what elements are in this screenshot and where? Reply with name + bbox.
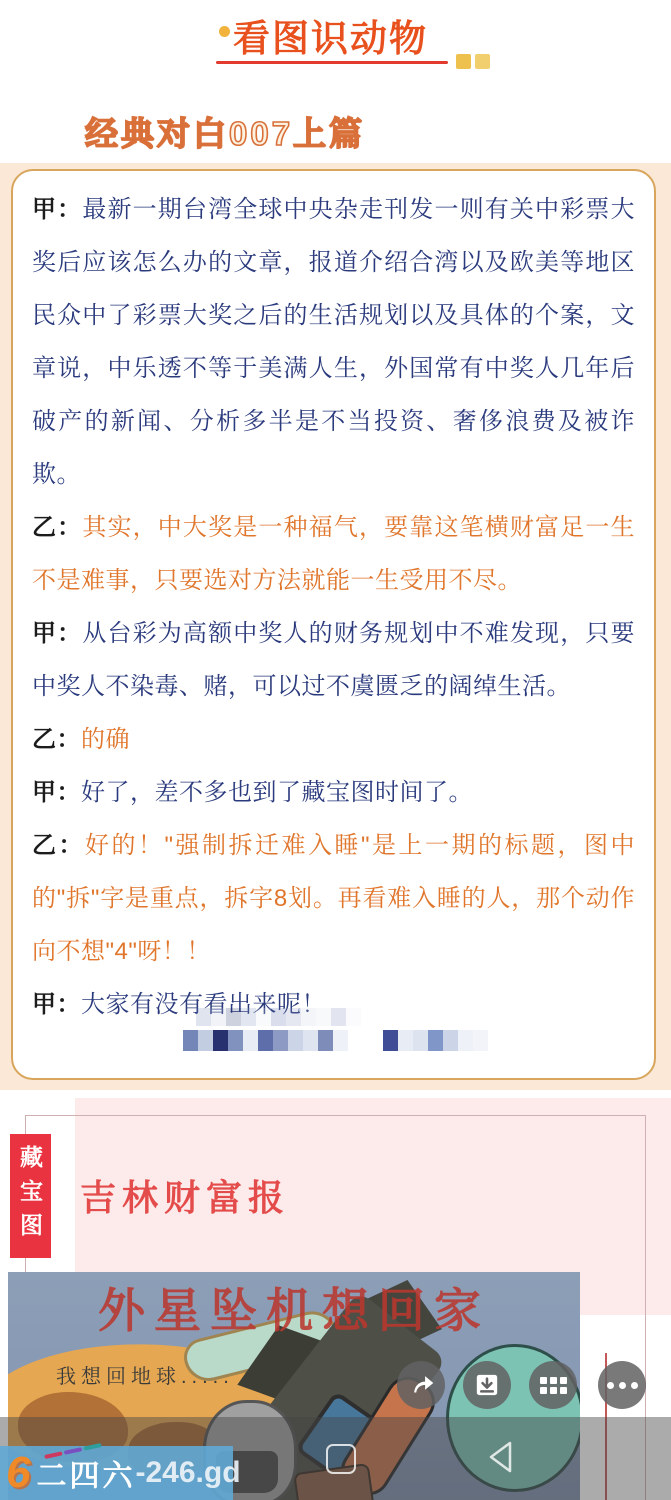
censored-pixels-ghost-row: [196, 1008, 361, 1026]
cartoon-speech-text: 我想回地球.....: [56, 1366, 234, 1388]
page-title: 看图识动物: [233, 18, 428, 59]
pixel-square: [301, 1008, 316, 1026]
pixel-square: [331, 1008, 346, 1026]
recents-button[interactable]: [326, 1444, 356, 1474]
pixel-square: [316, 1008, 331, 1026]
back-button[interactable]: [486, 1440, 516, 1474]
pixel-group: [196, 1008, 361, 1026]
title-dot-icon: [219, 26, 230, 37]
title-underline: [216, 61, 448, 64]
pixel-square: [198, 1030, 213, 1051]
accent-square-icon: [475, 54, 490, 69]
treasure-map-tab: [10, 1134, 51, 1258]
censored-pixels-row: [183, 1030, 488, 1051]
accent-square-icon: [456, 54, 471, 69]
share-button[interactable]: [397, 1361, 445, 1409]
dialogue-paragraphs: [32, 183, 635, 1031]
pixel-square: [333, 1030, 348, 1051]
site-watermark: [0, 1446, 241, 1500]
watermark-domain: -246.gd: [135, 1456, 241, 1489]
pixel-square: [303, 1030, 318, 1051]
pixel-square: [228, 1030, 243, 1051]
dialogue-paragraph: 乙：其实，中大奖是一种福气，要靠这笔横财富足一生不是难事，只要选对方法就能一生受用不尽。: [32, 514, 636, 594]
pixel-square: [211, 1008, 226, 1026]
treasure-tab-label: 藏宝图: [17, 1145, 43, 1247]
pixel-square: [428, 1030, 443, 1051]
pixel-square: [256, 1008, 271, 1026]
grid-button[interactable]: [529, 1361, 577, 1409]
watermark-site-name: 二四六: [36, 1459, 136, 1494]
pixel-square: [258, 1030, 273, 1051]
pixel-square: [346, 1008, 361, 1026]
more-button[interactable]: [598, 1361, 646, 1409]
pixel-group: [183, 1030, 348, 1051]
cartoon-title: 外星坠机想回家: [98, 1284, 490, 1337]
download-button[interactable]: [463, 1361, 511, 1409]
pixel-square: [213, 1030, 228, 1051]
dialogue-paragraph: 甲：好了，差不多也到了藏宝图时间了。: [32, 779, 473, 806]
section-title: 经典对白007上篇: [85, 115, 366, 152]
pixel-square: [383, 1030, 398, 1051]
pixel-square: [443, 1030, 458, 1051]
dialogue-paragraph: 乙：的确: [32, 726, 130, 753]
pixel-group: [383, 1030, 488, 1051]
pixel-square: [273, 1030, 288, 1051]
treasure-title: 吉林财富报: [80, 1177, 291, 1218]
pixel-square: [398, 1030, 413, 1051]
dialogue-box: [11, 169, 656, 1080]
grid-icon: [540, 1377, 567, 1394]
pixel-square: [183, 1030, 198, 1051]
pixel-square: [473, 1030, 488, 1051]
pixel-square: [196, 1008, 211, 1026]
share-icon: [406, 1370, 436, 1400]
more-dots-icon: [607, 1382, 638, 1389]
dialogue-paragraph: 乙：好的！"强制拆迁难入睡"是上一期的标题，图中的"拆"字是重点，拆字8划。再看难入睡的人，那个动作向不想"4"呀！！: [32, 832, 635, 965]
download-icon: [473, 1371, 501, 1399]
dialogue-paragraph: 甲：从台彩为高额中奖人的财务规划中不难发现，只要中奖人不染毒、赌，可以过不虞匮乏的阔绰生活。: [32, 620, 636, 700]
watermark-logo: 6: [6, 1448, 31, 1497]
pixel-square: [413, 1030, 428, 1051]
dialogue-paragraph: 甲：最新一期台湾全球中央杂走刊发一则有关中彩票大奖后应该怎么办的文章，报道介绍合湾以及欧美等地区民众中了彩票大奖之后的生活规划以及具体的个案，文章说，中乐透不等于美满人生，外国常有中奖人几年后破产的新闻、分析多半是不当投资、奢侈浪费及被诈欺。: [32, 196, 636, 488]
pixel-square: [458, 1030, 473, 1051]
pixel-square: [318, 1030, 333, 1051]
pixel-square: [271, 1008, 286, 1026]
pixel-square: [286, 1008, 301, 1026]
pixel-square: [288, 1030, 303, 1051]
dialogue-paragraph: 甲：大家有没有看出来呢！: [32, 991, 326, 1018]
pixel-square: [226, 1008, 241, 1026]
pixel-square: [243, 1030, 258, 1051]
pixel-square: [241, 1008, 256, 1026]
